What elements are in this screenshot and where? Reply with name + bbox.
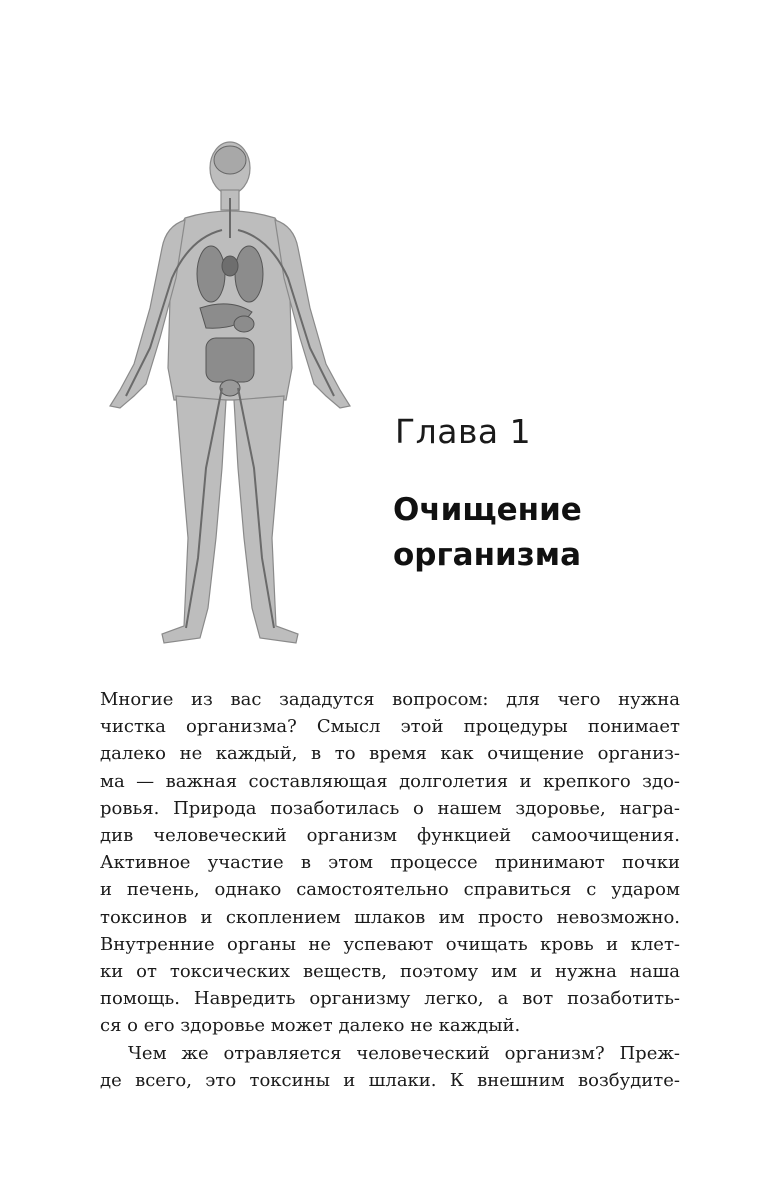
text-line: де всего, это токсины и шлаки. К внешним возбудите- (100, 1069, 680, 1091)
text-line: ровья. Природа позаботилась о нашем здоровье, награ- (100, 797, 680, 819)
chapter-label: Глава 1 (395, 412, 532, 451)
text-line: чистка организма? Смысл этой процедуры понимает (100, 716, 680, 738)
text-line: ма — важная составляющая долголетия и крепкого здо- (100, 770, 680, 792)
chapter-title-line: Очищение (393, 492, 582, 528)
text-line: помощь. Навредить организму легко, а вот позаботить- (100, 988, 680, 1010)
text-line: ся о его здоровье может далеко не каждый. (100, 1015, 521, 1037)
text-line: токсинов и скоплением шлаков им просто невозможно. (100, 906, 680, 928)
text-line: див человеческий организм функцией самоочищения. (100, 825, 680, 847)
text-line: Многие из вас зададутся вопросом: для чего нужна (100, 689, 680, 710)
anatomy-icon (90, 138, 370, 658)
body-text (100, 686, 680, 1094)
text-line: и печень, однако самостоятельно справиться с ударом (100, 879, 680, 901)
chapter-title (393, 488, 582, 578)
text-line: Чем же отравляется человеческий организм? Преж- (128, 1042, 680, 1064)
text-line: ки от токсических веществ, поэтому им и нужна наша (100, 961, 680, 983)
human-body-illustration (90, 138, 370, 658)
text-line: Активное участие в этом процессе принимают почки (100, 852, 680, 874)
chapter-title-line: организма (393, 537, 582, 573)
text-line: Внутренние органы не успевают очищать кровь и клет- (100, 933, 680, 955)
text-line: далеко не каждый, в то время как очищение организ- (100, 743, 680, 765)
